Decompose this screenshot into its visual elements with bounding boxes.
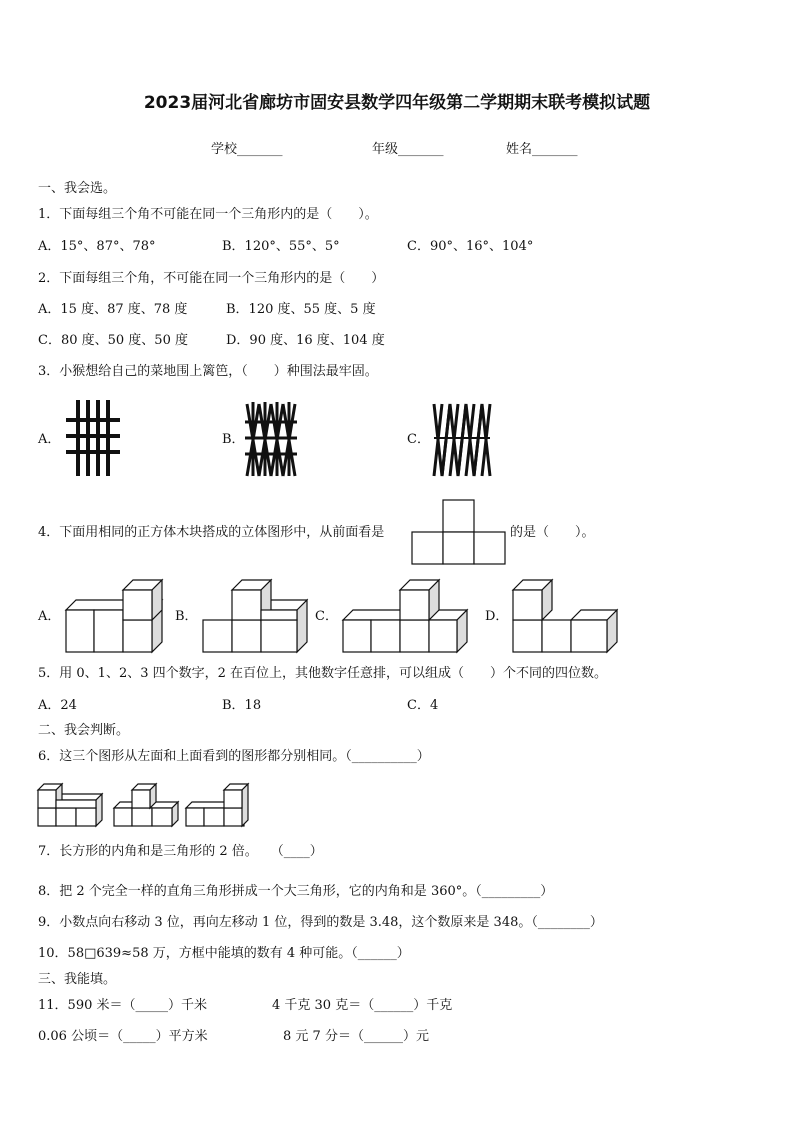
question-10: 10．58□639≈58 万，方框中能填的数有 4 种可能。（______） (38, 946, 410, 961)
q2-option-a[interactable]: A．15 度、87 度、78 度 (38, 302, 188, 317)
question-7: 7．长方形的内角和是三角形的 2 倍。 （____） (38, 844, 323, 859)
q3-option-b[interactable]: B． (222, 432, 245, 447)
q4-option-a[interactable]: A． (38, 609, 61, 624)
section-2-heading: 二、我会判断。 (38, 723, 130, 738)
q2-option-c[interactable]: C．80 度、50 度、50 度 (38, 333, 188, 348)
q4-figure-c-cubes (343, 578, 473, 654)
q4-figure-b-cubes (203, 578, 313, 654)
q6-figure-2-cubes (114, 782, 180, 828)
q3-option-a[interactable]: A． (38, 432, 61, 447)
q2-option-b[interactable]: B．120 度、55 度、5 度 (226, 302, 376, 317)
q4-figure-d-cubes (513, 578, 623, 654)
question-4-suffix: 的是（ ）。 (510, 525, 595, 540)
q1-option-a[interactable]: A．15°、87°、78° (38, 239, 156, 254)
q2-option-d[interactable]: D．90 度、16 度、104 度 (226, 333, 385, 348)
question-2: 2．下面每组三个角，不可能在同一个三角形内的是（ ） (38, 271, 385, 286)
q11-item-d: 8 元 7 分＝（______）元 (283, 1029, 429, 1044)
q6-figure-1-cubes (38, 782, 104, 828)
q4-figure-a-cubes (66, 578, 176, 654)
page-title: 2023届河北省廊坊市固安县数学四年级第二学期期末联考模拟试题 (143, 93, 651, 113)
fence-triangle-zigzag-figure (432, 400, 492, 478)
school-field[interactable]: 学校_______ (211, 142, 283, 157)
q4-option-d[interactable]: D． (485, 609, 509, 624)
q4-option-b[interactable]: B． (175, 609, 198, 624)
section-3-heading: 三、我能填。 (38, 972, 117, 987)
q4-front-view-figure (411, 499, 507, 565)
q11-item-a: 11．590 米＝（_____）千米 (38, 998, 207, 1013)
q4-option-c[interactable]: C． (315, 609, 338, 624)
q1-option-b[interactable]: B．120°、55°、5° (222, 239, 340, 254)
question-8: 8．把 2 个完全一样的直角三角形拼成一个大三角形，它的内角和是 360°。（_________） (38, 884, 554, 899)
q11-item-b: 4 千克 30 克＝（______）千克 (272, 998, 453, 1013)
name-field[interactable]: 姓名_______ (506, 142, 578, 157)
q11-item-c: 0.06 公顷＝（_____）平方米 (38, 1029, 208, 1044)
question-3: 3．小猴想给自己的菜地围上篱笆，（ ）种围法最牢固。 (38, 364, 378, 379)
q5-option-a[interactable]: A．24 (38, 698, 77, 713)
q5-option-b[interactable]: B．18 (222, 698, 262, 713)
q3-option-c[interactable]: C． (407, 432, 430, 447)
fence-square-grid-figure (62, 398, 122, 478)
grade-field[interactable]: 年级_______ (372, 142, 444, 157)
question-5: 5．用 0、1、2、3 四个数字，2 在百位上，其他数字任意排，可以组成（ ）个不同的四位数。 (38, 666, 608, 681)
section-1-heading: 一、我会选。 (38, 181, 117, 196)
q1-option-c[interactable]: C．90°、16°、104° (407, 239, 534, 254)
q5-option-c[interactable]: C．4 (407, 698, 439, 713)
question-9: 9．小数点向右移动 3 位，再向左移动 1 位，得到的数是 3.48，这个数原来是 348。（________） (38, 915, 603, 930)
q6-figure-3-cubes (186, 782, 252, 828)
question-6: 6．这三个图形从左面和上面看到的图形都分别相同。（__________） (38, 749, 430, 764)
question-1: 1．下面每组三个角不可能在同一个三角形内的是（ ）。 (38, 207, 378, 222)
fence-cross-diagonal-figure (243, 400, 299, 478)
question-4-prefix: 4．下面用相同的正方体木块搭成的立体图形中，从前面看是 (38, 525, 385, 540)
